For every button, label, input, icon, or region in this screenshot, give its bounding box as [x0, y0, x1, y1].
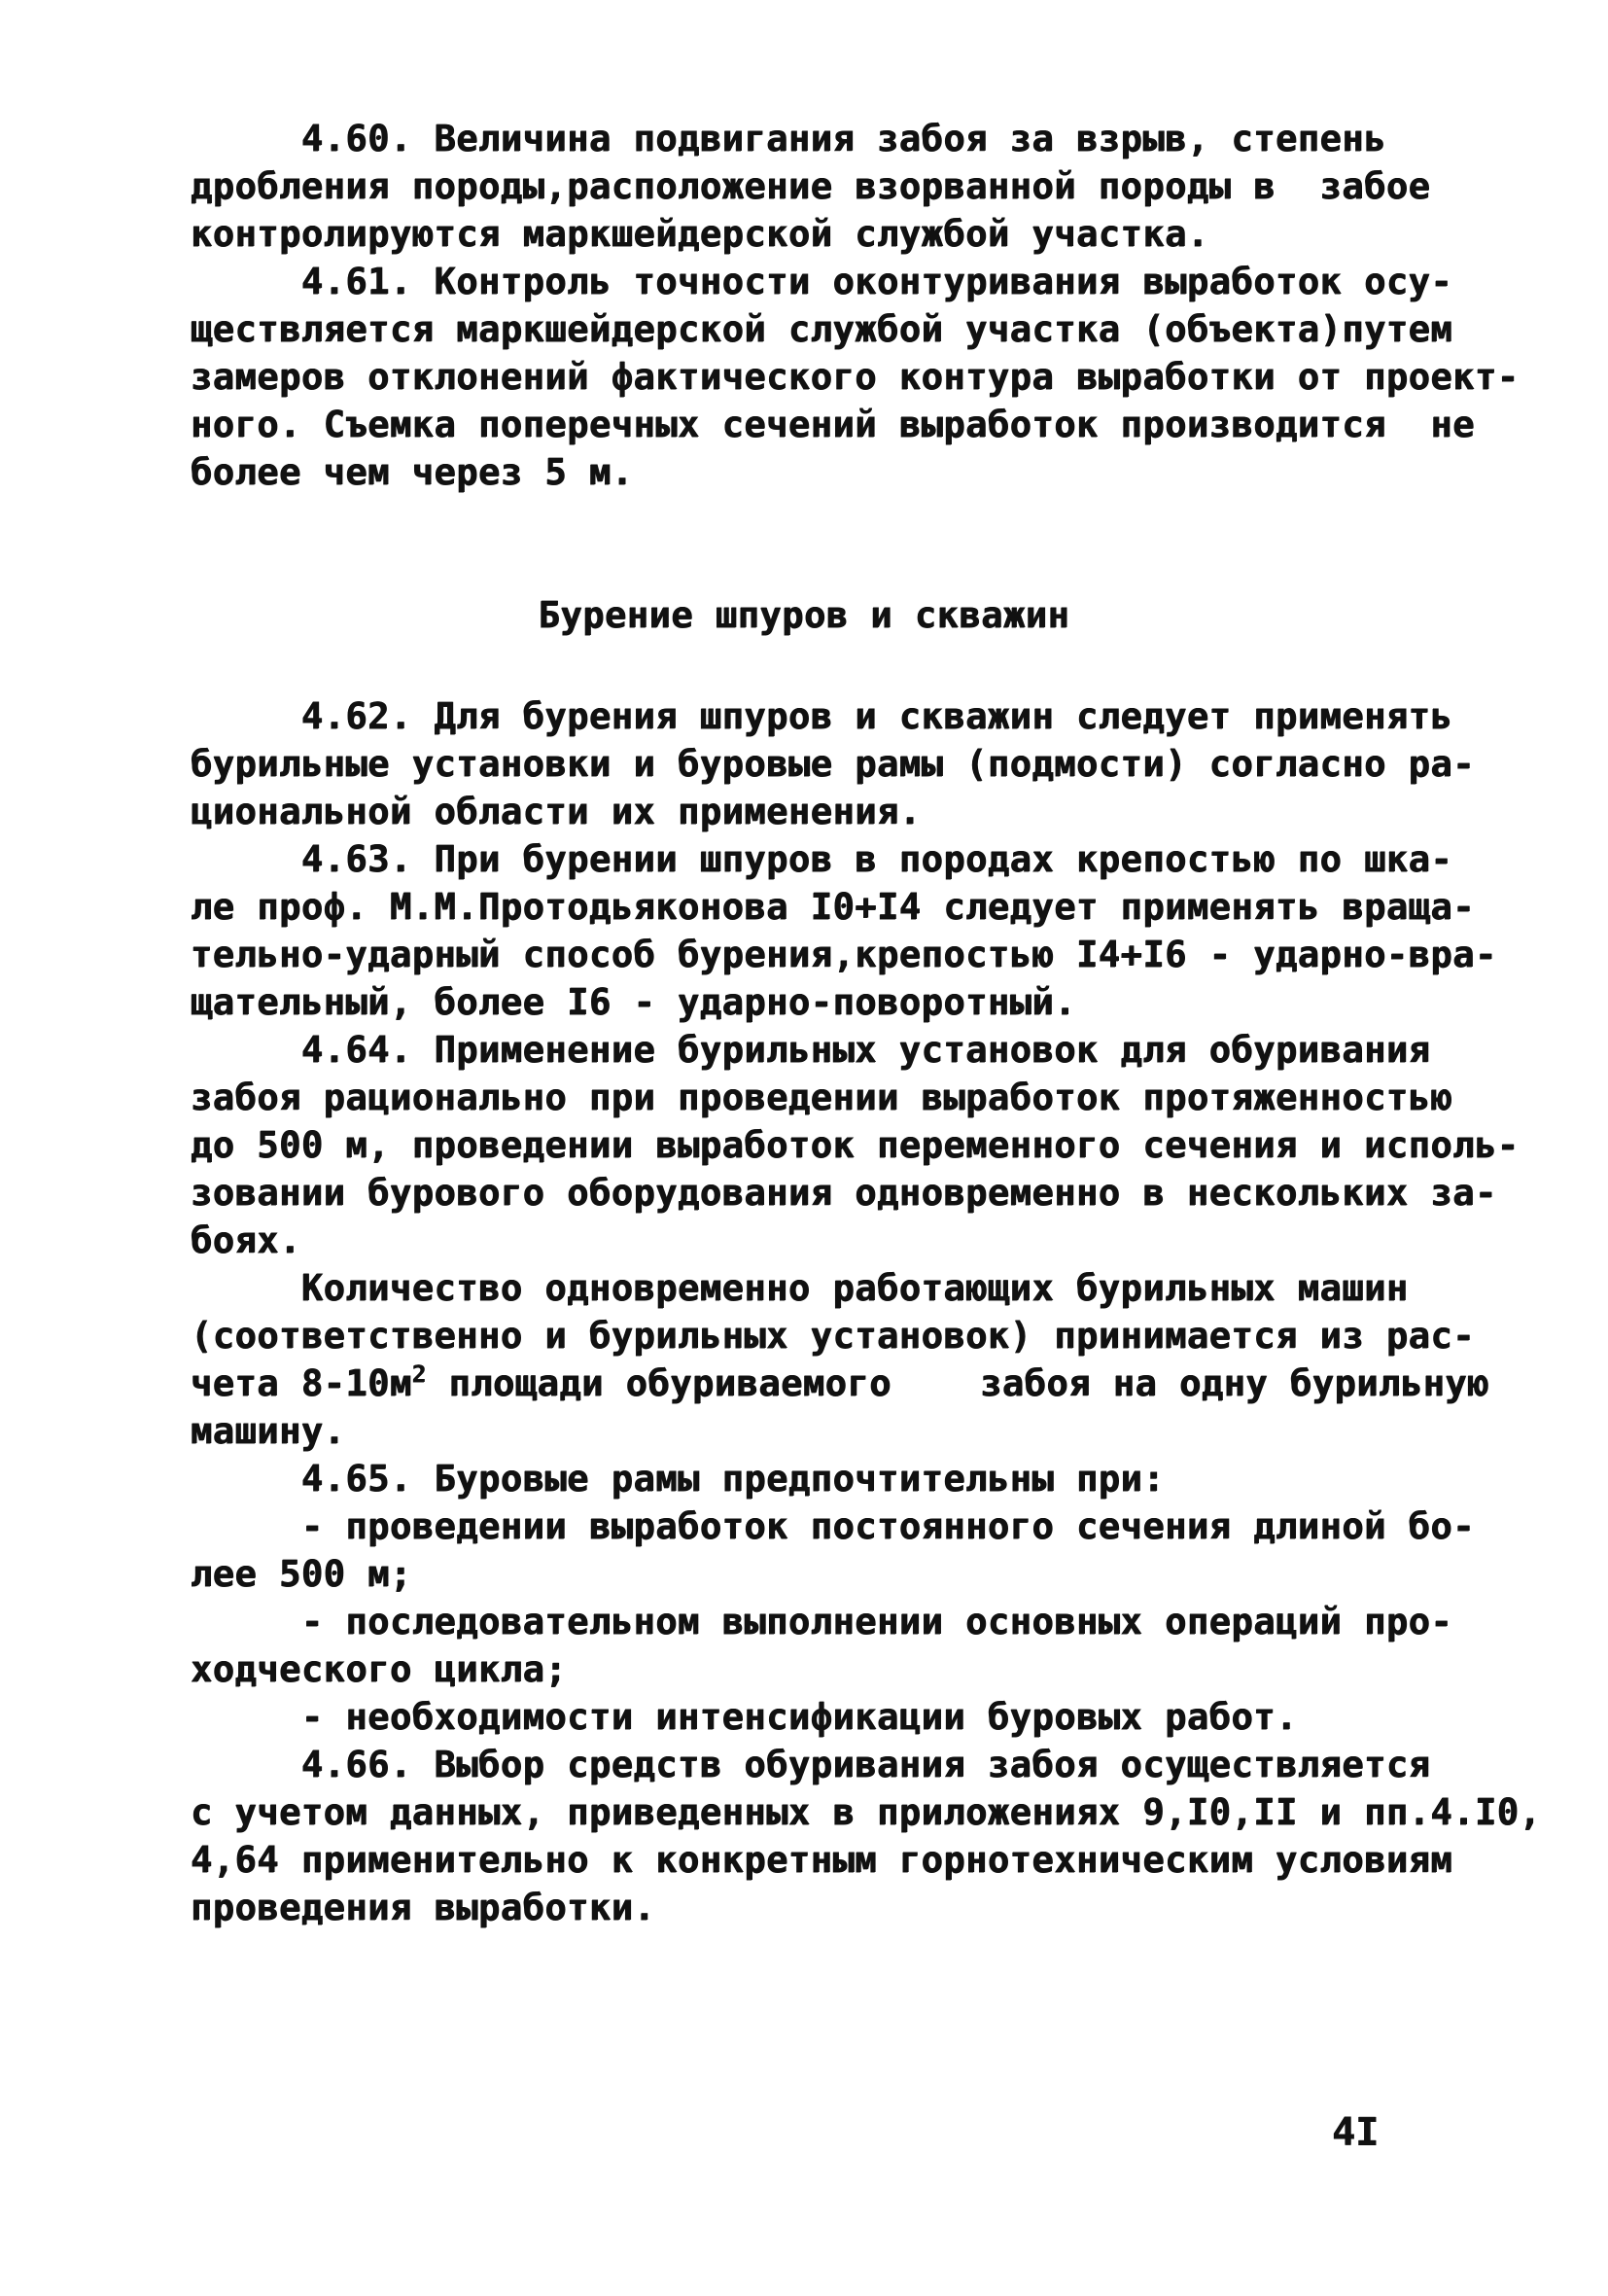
- text-line: контролируются маркшейдерской службой участка.: [191, 213, 1209, 255]
- text-line: с учетом данных, приведенных в приложениях 9,I0,II и пп.4.I0,: [191, 1791, 1542, 1833]
- text-line: машину.: [191, 1410, 346, 1452]
- formula-superscript: 2: [411, 1360, 427, 1388]
- text-line: 4.60. Величина подвигания забоя за взрыв, степень: [191, 118, 1386, 159]
- text-line: до 500 м, проведении выработок переменного сечения и исполь-: [191, 1124, 1520, 1166]
- text-line: - последовательном выполнении основных операций про-: [191, 1601, 1453, 1643]
- paragraphs-4-60-4-61: [191, 115, 1520, 496]
- formula-prefix: чета 8-10м: [191, 1362, 412, 1404]
- text-line: 4,64 применительно к конкретным горнотехническим условиям: [191, 1839, 1453, 1881]
- text-line: замеров отклонений фактического контура выработки от проект-: [191, 356, 1520, 398]
- text-line: боях.: [191, 1219, 301, 1261]
- paragraphs-4-62-4-64: [191, 692, 1542, 1931]
- text-line: лее 500 м;: [191, 1553, 412, 1595]
- text-line: забоя рационально при проведении выработок протяженностью: [191, 1077, 1453, 1118]
- formula-line: [191, 1360, 1489, 1407]
- text-line: ществляется маркшейдерской службой участка (объекта)путем: [191, 308, 1453, 350]
- section-heading: Бурение шпуров и скважин: [538, 594, 1070, 636]
- text-line: (соответственно и бурильных установок) принимается из рас-: [191, 1315, 1476, 1357]
- text-line: 4.62. Для бурения шпуров и скважин следует применять: [191, 695, 1453, 737]
- formula-suffix: площади обуриваемого забоя на одну бурильную: [426, 1362, 1489, 1404]
- text-line: 4.63. При бурении шпуров в породах крепостью по шка-: [191, 838, 1453, 880]
- text-line: бурильные установки и буровые рамы (подмости) согласно ра-: [191, 743, 1476, 785]
- text-line: ле проф. М.М.Протодьяконова I0+I4 следует применять враща-: [191, 886, 1476, 928]
- text-line: - проведении выработок постоянного сечения длиной бо-: [191, 1505, 1476, 1547]
- text-line: 4.64. Применение бурильных установок для обуривания: [191, 1029, 1431, 1071]
- text-line: ного. Съемка поперечных сечений выработок производится не: [191, 404, 1476, 445]
- text-line: дробления породы,расположение взорванной породы в забое: [191, 165, 1431, 207]
- text-line: Количество одновременно работающих бурильных машин: [191, 1267, 1409, 1309]
- text-line: 4.65. Буровые рамы предпочтительны при:: [191, 1458, 1166, 1500]
- text-line: ходческого цикла;: [191, 1648, 568, 1690]
- text-line: циональной области их применения.: [191, 791, 922, 832]
- page-number: 4I: [1331, 2110, 1379, 2155]
- text-line: более чем через 5 м.: [191, 451, 634, 493]
- text-line: - необходимости интенсификации буровых работ.: [191, 1696, 1298, 1738]
- text-line: зовании бурового оборудования одновременно в нескольких за-: [191, 1172, 1497, 1214]
- text-line: проведения выработки.: [191, 1887, 656, 1928]
- text-line: 4.61. Контроль точности оконтуривания выработок осу-: [191, 261, 1453, 302]
- text-line: щательный, более I6 - ударно-поворотный.: [191, 981, 1077, 1023]
- text-line: 4.66. Выбор средств обуривания забоя осуществляется: [191, 1744, 1431, 1785]
- text-line: тельно-ударный способ бурения,крепостью I4+I6 - ударно-вра-: [191, 934, 1497, 975]
